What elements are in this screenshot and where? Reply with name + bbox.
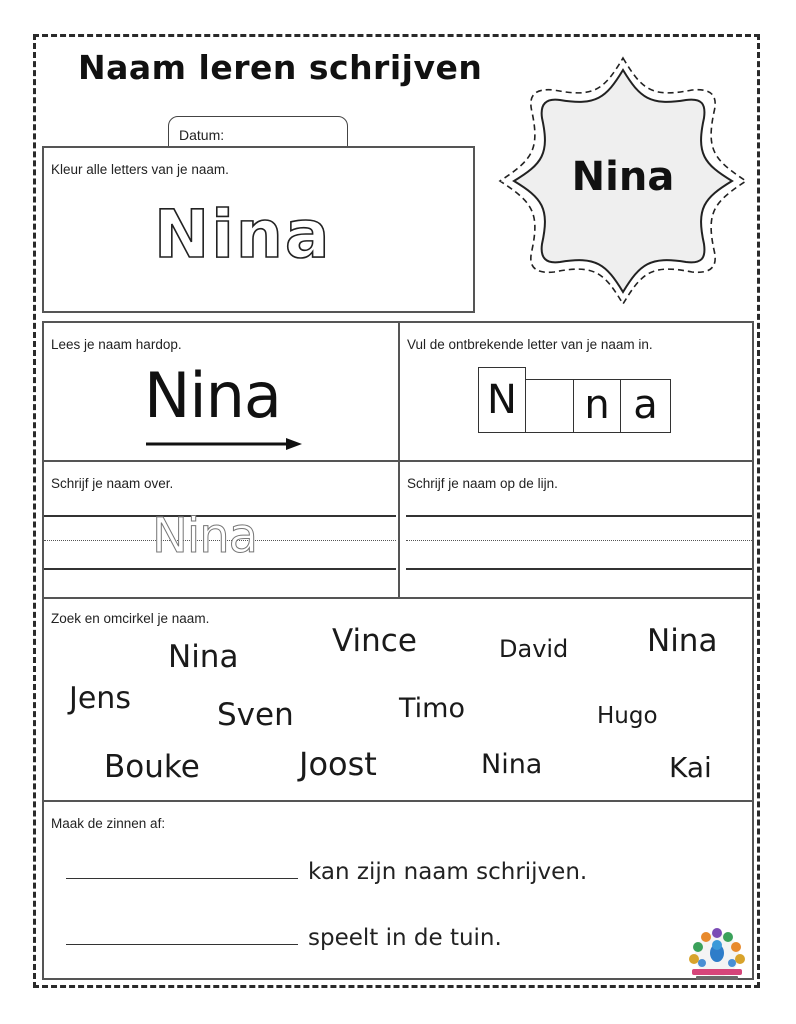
write-name-section bbox=[398, 460, 754, 599]
missing-letter-section bbox=[398, 321, 754, 462]
star-name-text: Nina bbox=[571, 154, 675, 200]
word-option[interactable]: Jens bbox=[69, 681, 131, 716]
date-label: Datum: bbox=[179, 127, 225, 143]
reading-arrow-icon bbox=[146, 437, 302, 451]
baseline-writing-line bbox=[44, 568, 396, 570]
trace-name-section bbox=[42, 460, 400, 599]
word-option[interactable]: Timo bbox=[399, 693, 465, 724]
read-name-section bbox=[42, 321, 400, 462]
sentence-2-text: speelt in de tuin. bbox=[308, 925, 502, 951]
letter-box-1: N bbox=[478, 367, 526, 433]
find-instruction: Zoek en omcirkel je naam. bbox=[51, 611, 210, 626]
word-option[interactable]: Nina bbox=[168, 639, 239, 675]
word-option[interactable]: Sven bbox=[217, 697, 294, 733]
worksheet-title: Naam leren schrijven bbox=[78, 48, 483, 87]
sentences-instruction: Maak de zinnen af: bbox=[51, 816, 166, 831]
word-option[interactable]: Joost bbox=[299, 745, 377, 783]
sentence-2-blank[interactable] bbox=[66, 922, 298, 945]
sentence-1 bbox=[66, 856, 587, 885]
traceable-name-text[interactable]: Nina bbox=[152, 508, 258, 564]
word-option[interactable]: Bouke bbox=[104, 749, 200, 785]
baseline-writing-line bbox=[406, 568, 752, 570]
color-name-section bbox=[42, 146, 475, 313]
sentence-1-text: kan zijn naam schrijven. bbox=[308, 859, 588, 885]
read-name-text: Nina bbox=[144, 359, 281, 432]
word-option[interactable]: Vince bbox=[332, 623, 417, 659]
letter-box-3: n bbox=[573, 379, 621, 433]
letter-box-4: a bbox=[620, 379, 671, 433]
middle-dotted-line[interactable] bbox=[406, 540, 752, 541]
sentence-1-blank[interactable] bbox=[66, 856, 298, 879]
trace-instruction: Schrijf je naam over. bbox=[51, 476, 174, 491]
word-option[interactable]: Nina bbox=[481, 749, 543, 780]
missing-letter-instruction: Vul de ontbrekende letter van je naam in. bbox=[407, 337, 653, 352]
word-option[interactable]: Nina bbox=[647, 623, 718, 659]
peacock-logo-icon bbox=[684, 925, 750, 983]
write-instruction: Schrijf je naam op de lijn. bbox=[407, 476, 558, 491]
read-instruction: Lees je naam hardop. bbox=[51, 337, 182, 352]
word-option[interactable]: Kai bbox=[669, 751, 712, 784]
name-star-badge bbox=[492, 50, 754, 312]
find-name-section bbox=[42, 597, 754, 802]
word-option[interactable]: David bbox=[499, 635, 569, 663]
outline-name-text[interactable]: Nina bbox=[154, 196, 332, 273]
color-instruction: Kleur alle letters van je naam. bbox=[51, 162, 229, 177]
sentences-section bbox=[42, 800, 754, 980]
sentence-2 bbox=[66, 922, 502, 951]
letter-box-missing[interactable] bbox=[525, 379, 574, 433]
top-writing-line bbox=[406, 515, 752, 517]
word-option[interactable]: Hugo bbox=[597, 703, 658, 729]
